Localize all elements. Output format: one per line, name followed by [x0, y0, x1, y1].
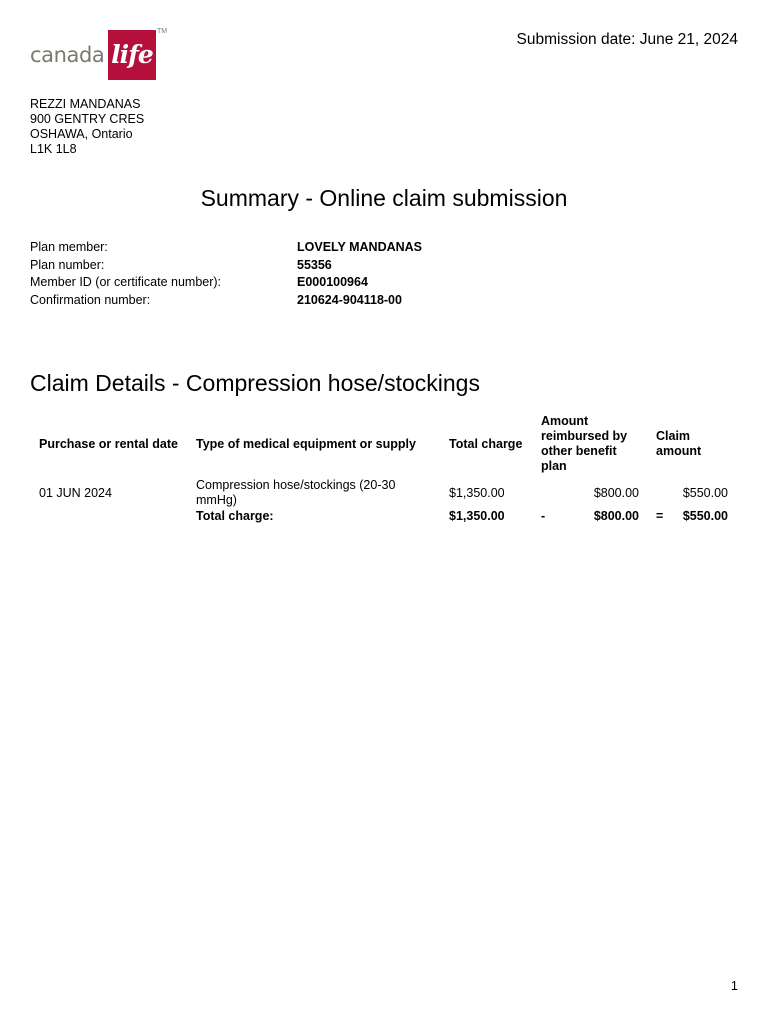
cell-amount-reimbursed: $800.00	[593, 485, 639, 500]
info-value: E000100964	[297, 275, 368, 290]
address-line-street: 900 GENTRY CRES	[30, 112, 145, 126]
submission-date: Submission date: June 21, 2024	[516, 31, 738, 48]
header-total-charge: Total charge	[449, 436, 523, 451]
header-claim-amount: Claim amount	[656, 429, 702, 458]
minus-sign: -	[541, 509, 546, 523]
info-row-plan-member	[30, 240, 630, 258]
info-row-confirmation-number	[30, 293, 630, 311]
total-charge-sum: $1,350.00	[449, 509, 505, 523]
claim-details-table	[30, 414, 736, 524]
claim-details-title: Claim Details - Compression hose/stockings	[30, 370, 480, 396]
table-header-row	[30, 414, 736, 478]
logo-trademark: TM	[157, 28, 168, 35]
summary-title: Summary - Online claim submission	[200, 185, 568, 211]
info-row-plan-number	[30, 258, 630, 276]
plan-info	[30, 240, 630, 311]
total-reimbursed-sum: $800.00	[593, 509, 639, 523]
info-label: Member ID (or certificate number):	[30, 275, 222, 290]
address-line-city: OSHAWA, Ontario	[30, 127, 133, 141]
address-line-name: REZZI MANDANAS	[30, 97, 141, 111]
info-row-member-id	[30, 275, 630, 293]
total-claim-sum: $550.00	[682, 509, 728, 523]
info-label: Confirmation number:	[30, 293, 151, 308]
total-claim-cell	[647, 508, 736, 524]
info-value: LOVELY MANDANAS	[297, 240, 423, 254]
cell-date: 01 JUN 2024	[39, 485, 112, 500]
info-label: Plan number:	[30, 257, 105, 272]
table-total-row	[30, 508, 736, 524]
canada-life-logo	[30, 30, 170, 82]
equals-sign: =	[656, 509, 664, 523]
page-number: 1	[730, 978, 738, 993]
info-label: Plan member:	[30, 240, 108, 254]
info-value: 55356	[297, 257, 332, 272]
header-purchase-date: Purchase or rental date	[39, 436, 178, 451]
cell-total-charge: $1,350.00	[449, 485, 505, 500]
logo-life-box: life	[108, 30, 156, 80]
address-line-postal: L1K 1L8	[30, 142, 77, 156]
total-reimbursed-cell	[532, 508, 647, 524]
total-label: Total charge:	[196, 509, 274, 523]
cell-empty	[30, 508, 187, 524]
table-row	[30, 478, 736, 508]
header-amount-reimbursed: Amount reimbursed by other benefit plan	[541, 414, 628, 473]
info-value: 210624-904118-00	[297, 293, 402, 308]
header-equipment-type: Type of medical equipment or supply	[196, 436, 416, 451]
mailing-address	[30, 97, 144, 157]
cell-claim-amount: $550.00	[682, 485, 728, 500]
cell-equipment-type: Compression hose/stockings (20-30 mmHg)	[196, 478, 396, 507]
logo-wordmark: canada	[30, 43, 105, 67]
